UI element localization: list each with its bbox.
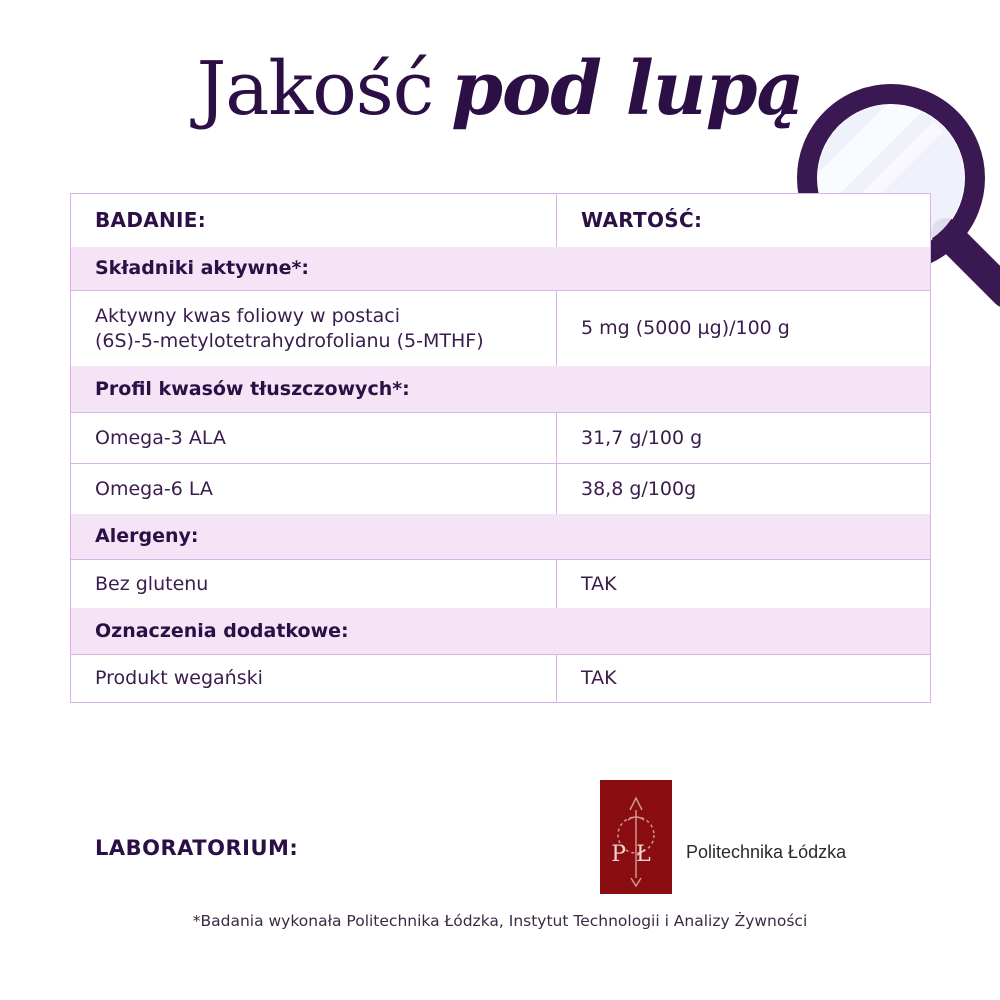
row-value: TAK [581, 572, 617, 595]
header-value: WARTOŚĆ: [581, 208, 703, 232]
row-value: 5 mg (5000 µg)/100 g [581, 317, 790, 339]
section-label: Oznaczenia dodatkowe: [95, 619, 349, 642]
row-name: Produkt wegański [71, 655, 557, 702]
table-row [71, 559, 930, 608]
row-value: 38,8 g/100g [581, 477, 697, 500]
section-label: Profil kwasów tłuszczowych*: [95, 377, 410, 400]
results-table [70, 193, 931, 703]
table-header [71, 194, 930, 247]
section-active [71, 247, 930, 290]
table-row [71, 412, 930, 463]
section-label: Alergeny: [95, 525, 199, 547]
row-name: Bez glutenu [71, 560, 557, 608]
title-plain: Jakość [196, 46, 434, 132]
title-bold: pod lupą [451, 46, 804, 132]
row-name: Omega-6 LA [71, 464, 557, 514]
table-row [71, 463, 930, 514]
row-name: Omega-3 ALA [71, 413, 557, 463]
row-name-line: Aktywny kwas foliowy w postaci [95, 304, 400, 327]
logo-mark: PŁ [611, 842, 661, 867]
row-name [71, 291, 557, 366]
row-value: 31,7 g/100 g [581, 426, 703, 449]
section-fatty-acids [71, 366, 930, 412]
laboratory-name: Politechnika Łódzka [686, 842, 847, 862]
section-allergens [71, 514, 930, 559]
footnote: *Badania wykonała Politechnika Łódzka, Instytut Technologii i Analizy Żywności [192, 912, 808, 930]
row-value: TAK [581, 667, 617, 689]
university-logo [600, 780, 672, 894]
section-additional [71, 608, 930, 654]
section-label: Składniki aktywne*: [95, 257, 310, 279]
table-row [71, 654, 930, 702]
table-row [71, 290, 930, 366]
header-test: BADANIE: [71, 194, 557, 247]
row-name-line: (6S)-5-metylotetrahydrofolianu (5-MTHF) [95, 329, 484, 352]
laboratory-label: LABORATORIUM: [95, 836, 299, 860]
